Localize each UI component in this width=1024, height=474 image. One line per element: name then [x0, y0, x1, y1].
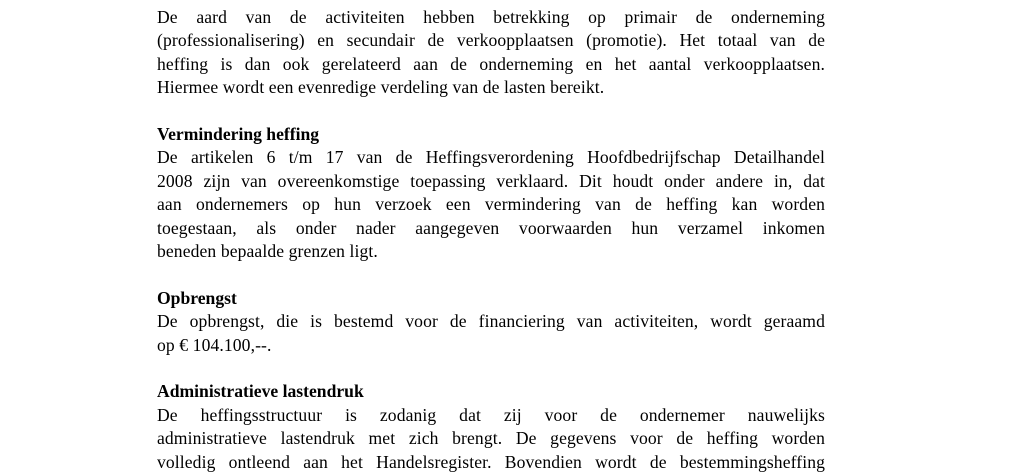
paragraph-line: (professionalisering) en secundair de verkoopplaatsen (promotie). Het totaal van de: [157, 30, 825, 51]
section-paragraph: [157, 404, 825, 474]
paragraph-line: heffing is dan ook gerelateerd aan de onderneming en het aantal verkoopplaatsen.: [157, 53, 825, 74]
section-administratieve-lastendruk: [157, 380, 825, 474]
paragraph-line: De aard van de activiteiten hebben betrekking op primair de onderneming: [157, 7, 825, 27]
section-heading: Vermindering heffing: [157, 124, 320, 145]
section-opbrengst: [157, 287, 825, 357]
paragraph-line: De opbrengst, die is bestemd voor de financiering van activiteiten, wordt geraamd: [157, 311, 825, 332]
document-page: [157, 6, 825, 474]
paragraph-line: toegestaan, als onder nader aangegeven voorwaarden hun verzamel inkomen: [157, 217, 825, 238]
paragraph-line: beneden bepaalde grenzen ligt.: [157, 241, 378, 262]
paragraph-line: volledig ontleend aan het Handelsregister. Bovendien wordt de bestemmingsheffing: [157, 451, 825, 472]
section-paragraph: [157, 310, 825, 357]
section-vermindering-heffing: [157, 123, 825, 263]
paragraph-line: administratieve lastendruk met zich brengt. De gegevens voor de heffing worden: [157, 428, 825, 449]
section-paragraph: [157, 146, 825, 263]
intro-paragraph: [157, 6, 825, 100]
paragraph-line: Hiermee wordt een evenredige verdeling van de lasten bereikt.: [157, 77, 605, 98]
section-heading: Opbrengst: [157, 287, 237, 308]
paragraph-line: 2008 zijn van overeenkomstige toepassing verklaard. Dit houdt onder andere in, dat: [157, 170, 825, 191]
paragraph-line: De heffingsstructuur is zodanig dat zij voor de ondernemer nauwelijks: [157, 404, 825, 425]
paragraph-line: op € 104.100,--.: [157, 334, 272, 355]
paragraph-line: aan ondernemers op hun verzoek een vermindering van de heffing kan worden: [157, 194, 825, 215]
paragraph-line: De artikelen 6 t/m 17 van de Heffingsverordening Hoofdbedrijfschap Detailhandel: [157, 147, 825, 168]
section-heading: Administratieve lastendruk: [157, 381, 364, 402]
